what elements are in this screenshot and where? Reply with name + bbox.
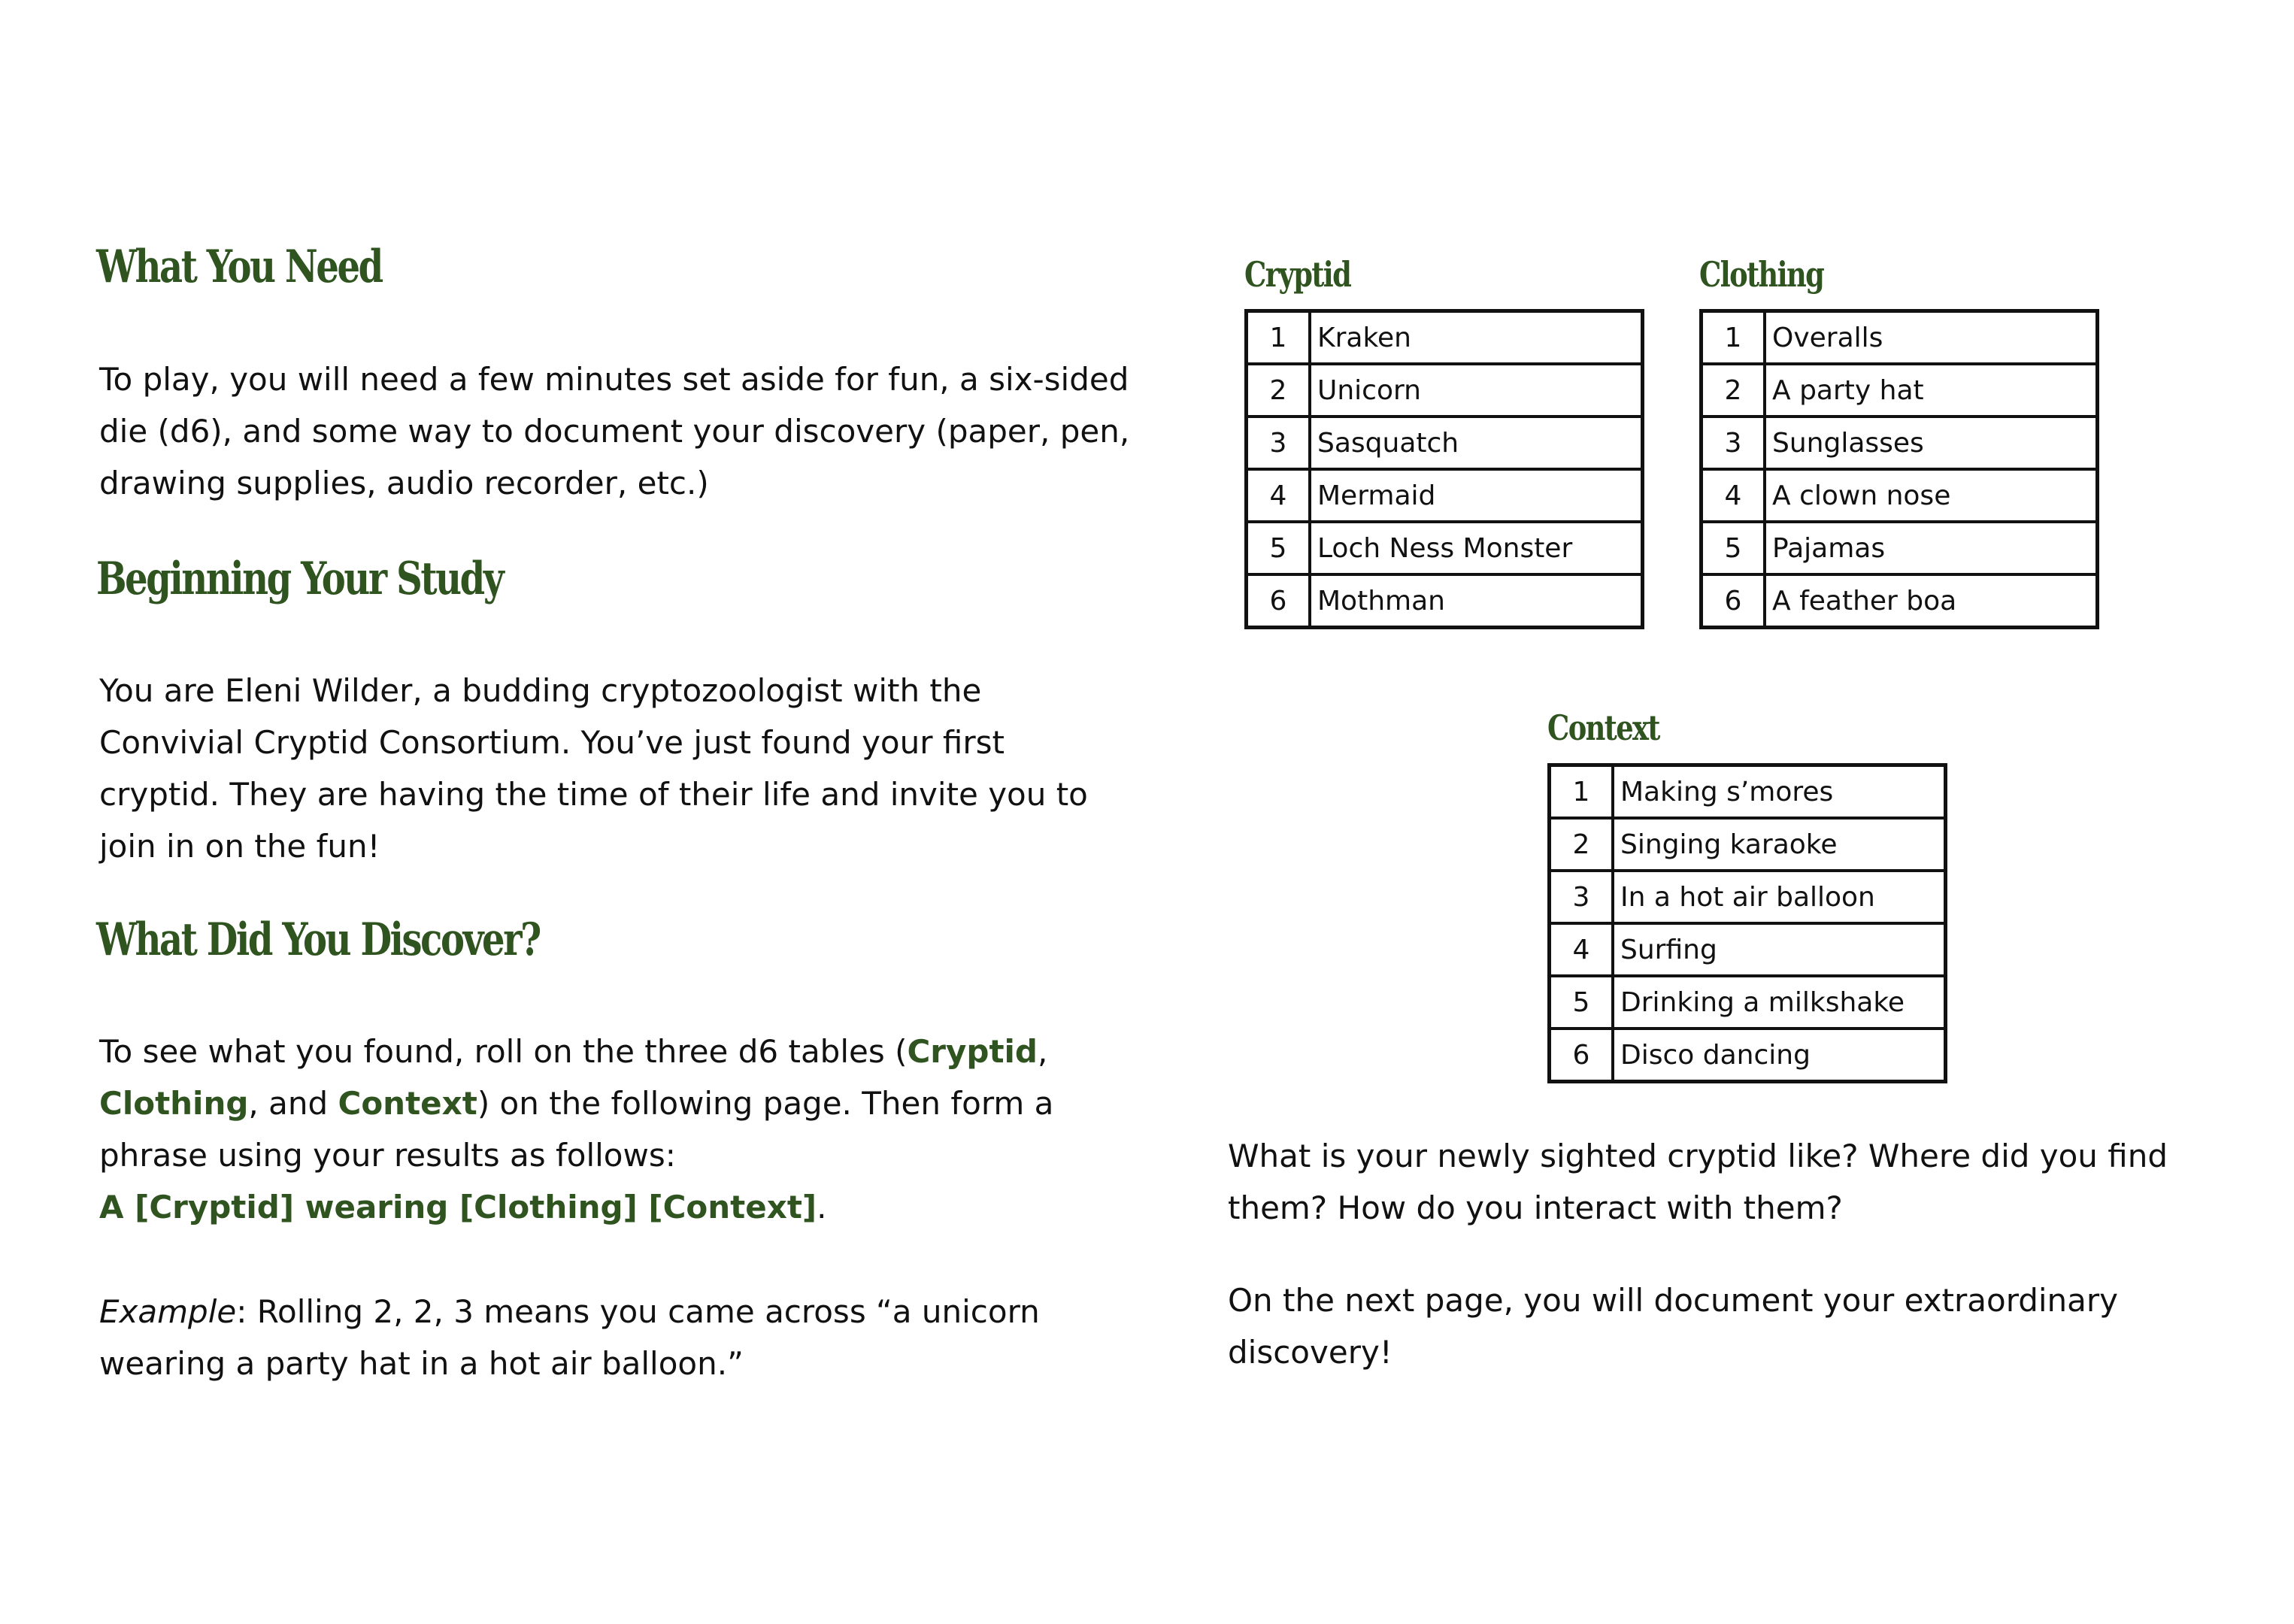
formula-line: A [Cryptid] wearing [Clothing] [Context]. bbox=[99, 1189, 827, 1226]
table-row: 5 Pajamas bbox=[1702, 522, 2098, 574]
text-line: Example: Rolling 2, 2, 3 means you came across “a unicorn bbox=[99, 1293, 1040, 1330]
table-row: 6 Disco dancing bbox=[1550, 1029, 1946, 1082]
text-line: them? How do you interact with them? bbox=[1228, 1189, 1843, 1226]
text-line: cryptid. They are having the time of their life and invite you to bbox=[99, 776, 1088, 813]
table-row: 4 Mermaid bbox=[1247, 469, 1643, 522]
text-line: drawing supplies, audio recorder, etc.) bbox=[99, 465, 709, 501]
heading-what-did-you-discover: What Did You Discover? bbox=[96, 914, 540, 966]
questions-paragraph bbox=[1228, 1130, 2168, 1234]
table-row: 6 Mothman bbox=[1247, 574, 1643, 628]
text-line: Convivial Cryptid Consortium. You’ve just found your first bbox=[99, 724, 1005, 761]
table-row: 3 Sunglasses bbox=[1702, 417, 2098, 469]
heading-what-you-need: What You Need bbox=[96, 241, 382, 293]
text-line: What is your newly sighted cryptid like? Where did you find bbox=[1228, 1138, 2168, 1174]
table-row: 2 Unicorn bbox=[1247, 364, 1643, 417]
example-label: Example bbox=[99, 1293, 237, 1330]
formula: A [Cryptid] wearing [Clothing] [Context] bbox=[99, 1189, 817, 1226]
table-row: 4 A clown nose bbox=[1702, 469, 2098, 522]
clothing-table bbox=[1699, 309, 2099, 629]
table-row: 1 Making s’mores bbox=[1550, 765, 1946, 819]
example-paragraph bbox=[99, 1286, 1040, 1389]
table-row: 2 Singing karaoke bbox=[1550, 818, 1946, 871]
text-line: discovery! bbox=[1228, 1334, 1392, 1371]
table-row: 1 Overalls bbox=[1702, 311, 2098, 365]
text-line: On the next page, you will document your extraordinary bbox=[1228, 1282, 2119, 1319]
bold-clothing: Clothing bbox=[99, 1085, 249, 1122]
next-page-paragraph bbox=[1228, 1274, 2118, 1378]
table-row: 2 A party hat bbox=[1702, 364, 2098, 417]
table-title-cryptid: Cryptid bbox=[1244, 254, 1351, 295]
bold-context: Context bbox=[338, 1085, 477, 1122]
text-line: To see what you found, roll on the three d6 tables (Cryptid, bbox=[99, 1033, 1048, 1070]
table-title-context: Context bbox=[1547, 707, 1659, 748]
text-line: You are Eleni Wilder, a budding cryptozoologist with the bbox=[99, 672, 982, 709]
cryptid-table bbox=[1244, 309, 1644, 629]
table-row: 5 Drinking a milkshake bbox=[1550, 976, 1946, 1029]
table-row: 3 In a hot air balloon bbox=[1550, 871, 1946, 923]
heading-beginning-your-study: Beginning Your Study bbox=[96, 553, 503, 605]
discover-paragraph bbox=[99, 1026, 1053, 1233]
table-row: 4 Surfing bbox=[1550, 923, 1946, 976]
text-line: die (d6), and some way to document your discovery (paper, pen, bbox=[99, 413, 1130, 450]
table-row: 3 Sasquatch bbox=[1247, 417, 1643, 469]
context-table bbox=[1547, 763, 1947, 1083]
text-line: join in on the fun! bbox=[99, 828, 380, 865]
need-paragraph bbox=[99, 353, 1129, 509]
text-line: To play, you will need a few minutes set aside for fun, a six-sided bbox=[99, 361, 1129, 398]
table-row: 5 Loch Ness Monster bbox=[1247, 522, 1643, 574]
table-title-clothing: Clothing bbox=[1699, 254, 1824, 295]
text-line: wearing a party hat in a hot air balloon.” bbox=[99, 1345, 744, 1382]
text-line: Clothing, and Context) on the following page. Then form a bbox=[99, 1085, 1054, 1122]
table-row: 6 A feather boa bbox=[1702, 574, 2098, 628]
study-paragraph bbox=[99, 665, 1088, 872]
table-row: 1 Kraken bbox=[1247, 311, 1643, 365]
text-line: phrase using your results as follows: bbox=[99, 1137, 676, 1174]
bold-cryptid: Cryptid bbox=[907, 1033, 1038, 1070]
